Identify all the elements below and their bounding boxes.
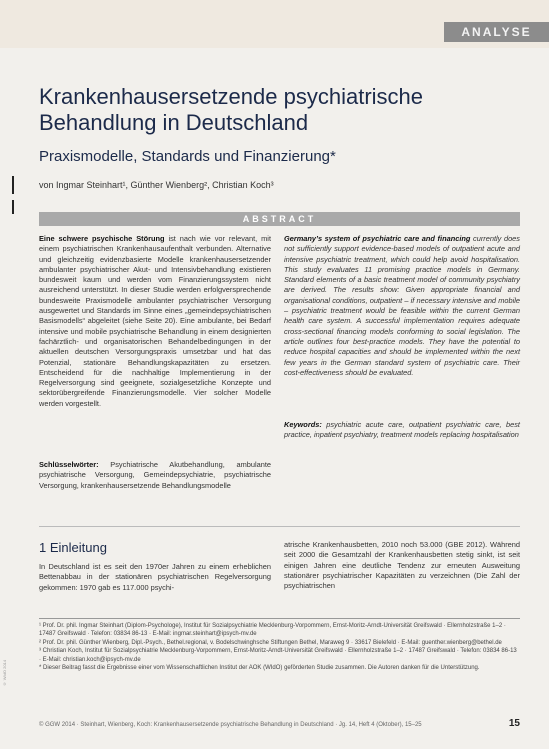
abstract-german-lead: Eine schwere psychische Störung <box>39 234 165 243</box>
keywords-english <box>284 420 520 441</box>
footnotes <box>39 622 520 672</box>
footnote-2: ² Prof. Dr. phil. Günther Wienberg, Dipl.-Psych., Bethel.regional, v. Bodelschwinghsche Stiftungen Bethel, Maraweg 9 · 33617 Bielefeld · E-Mail: guenther.wienberg@bethel.de <box>39 639 502 646</box>
page-number: 15 <box>508 718 520 729</box>
article-subtitle: Praxismodelle, Standards und Finanzierung* <box>39 148 336 165</box>
side-copyright: © WIdO 2014 <box>2 660 7 687</box>
keywords-german-label: Schlüsselwörter: <box>39 460 99 469</box>
section-heading: 1 Einleitung <box>39 540 107 555</box>
abstract-english <box>284 234 520 378</box>
footnote-1: ¹ Prof. Dr. phil. Ingmar Steinhart (Diplom-Psychologe), Institut für Sozialpsychiatrie Mecklenburg-Vorpommern, Ernst-Moritz-Arndt-Universität Greifswald · Ellernholzstraße 1–2 · 17487 Greifswald · Telefon: 03834 86-13 · E-Mail: ingmar.steinhart@ipsych-mv.de <box>39 623 506 638</box>
article-title: Krankenhausersetzende psychiatrische Behandlung in Deutschland <box>39 84 424 135</box>
keywords-english-label: Keywords: <box>284 420 322 429</box>
keywords-german <box>39 460 271 491</box>
section-body-left: In Deutschland ist es seit den 1970er Jahren zu einem erheblichen Bettenabbau in der stationären psychiatrischen Regelversorgung gekommen: 1970 gab es 117.000 psychi- <box>39 562 271 592</box>
abstract-german-text: ist nach wie vor relevant, mit einem psychiatrischen Krankenhausaufenthalt verbunden. Alternative und gleichzeitig evidenzbasierte Modelle krankenhausersetzender ambulanter psychiatrischer Akut- und Intensivbehandlung existieren bundesweit kaum und werden vom Finanzierungssystem nicht ausreichend unterstützt. In dieser Studie werden erfolgversprechende bundesweite Praxismodelle ambulanter psychiatrischer Versorgung ausgewertet und Standards im Sinne eines „gemeindepsychiatrischen Basismodells“ abgeleitet (siehe Seite 20). Eine ambulante, bei Bedarf intensive und mobile psychiatrische Behandlung in einem designierten fachärztlich- und organisatorischen Behandelbedingungen in der aktuellen deutschen Versorgungspraxis umsetzbar und hat das Potenzial, stationäre Behandlungskapazitäten zu ersetzen. Entscheidend für die nachhaltige Implementierung in der Regelversorgung sind geeignete, sozialgesetzliche Konzepte und sektorübergreifende Finanzierungsmodelle. Vier solcher Modelle werden vorgestellt. <box>39 234 271 408</box>
section-tag: ANALYSE <box>444 22 549 42</box>
abstract-english-text: currently does not sufficiently support evidence-based models of outpatient acute and intensive psychiatric treatment, which could help avoid hospitalisation. This study evaluates 11 promising practice models in Germany. Standard elements of a basic treatment model of community psychiatry are derived. The results show: Given appropriate financial and organisational conditions, outpatient – if necessary intensive and mobile – psychiatric treatment would be feasible within the current German health care system. A successful implementation requires adequate cross-sectional financing models conforming to social legislation. The article outlines four best-practice models. They have the potential to reduce hospital capacities and should be implemented within the next few years in the German standard system of psychiatric care. Their cost-effectiveness should be evaluated. <box>284 234 520 377</box>
abstract-english-lead: Germany’s system of psychiatric care and financing <box>284 234 471 243</box>
footnote-rule <box>39 618 520 619</box>
keywords-german-text: Psychiatrische Akutbehandlung, ambulante psychiatrische Versorgung, Gemeindepsychiatrie, psychiatrische Versorgung, krankenhausersetzende Behandlungsmodelle <box>39 460 271 490</box>
abstract-german <box>39 234 271 409</box>
running-footer: © GGW 2014 · Steinhart, Wienberg, Koch: Krankenhausersetzende psychiatrische Behandlung in Deutschland · Jg. 14, Heft 4 (Oktober), 15–25 <box>39 722 422 728</box>
article-authors: von Ingmar Steinhart¹, Günther Wienberg², Christian Koch³ <box>39 180 274 190</box>
footnote-4: * Dieser Beitrag fasst die Ergebnisse einer vom Wissenschaftlichen Institut der AOK (WIdO) geförderten Studie zusammen. Die Autoren danken für die Unterstützung. <box>39 665 480 672</box>
footnote-3: ³ Christian Koch, Institut für Sozialpsychiatrie Mecklenburg-Vorpommern, Ernst-Moritz-Arndt-Universität Greifswald · Ellernholzstraße 1–2 · 17487 Greifswald · Telefon: 03834 86-13 · E-Mail: christian.koch@ipsych-mv.de <box>39 648 517 663</box>
section-body-right: atrische Krankenhausbetten, 2010 noch 53.000 (GBE 2012). Während seit 2000 die Gesamtzahl der Krankenhausbetten stetig sinkt, ist seit einigen Jahren eine deutliche Tendenz zur erneuten Ausweitung stationärer psychiatrischer Kapazitäten zu verzeichnen (Die Zahl der psychiatrischen <box>284 540 520 591</box>
margin-mark-top <box>12 176 14 194</box>
abstract-heading: ABSTRACT <box>39 212 520 226</box>
margin-mark-bottom <box>12 200 14 214</box>
abstract-divider <box>39 526 520 527</box>
keywords-english-text: psychiatric acute care, outpatient psychiatric care, best practice, inpatient psychiatry, treatment models replacing hospitalisation <box>284 420 520 440</box>
